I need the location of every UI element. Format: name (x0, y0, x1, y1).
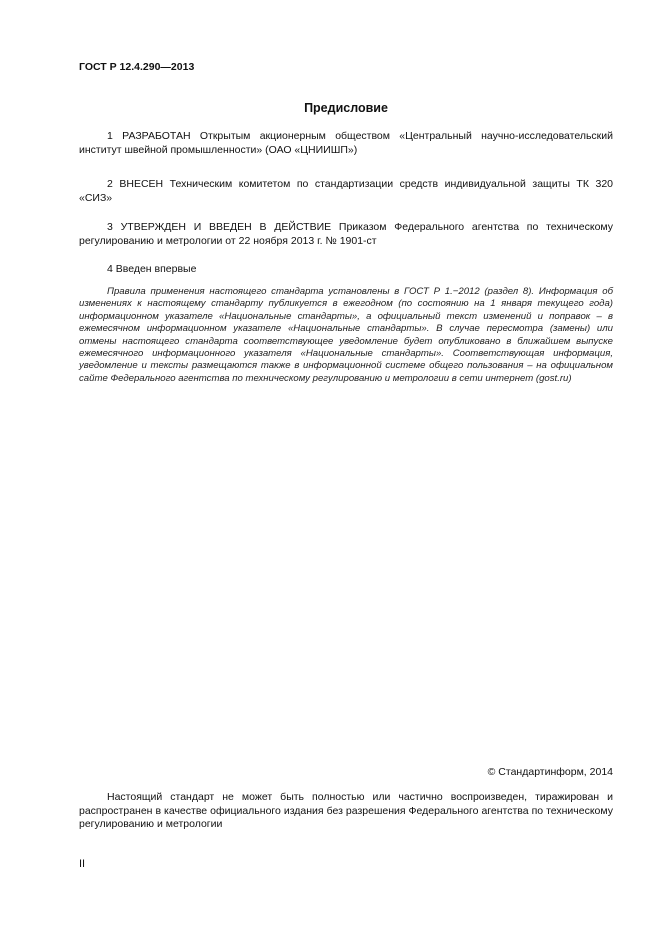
item-1-developed: 1 РАЗРАБОТАН Открытым акционерным обществом «Центральный научно-исследовательский институт швейной промышленности» (ОАО «ЦНИИШП») (79, 130, 613, 156)
application-rules-note: Правила применения настоящего стандарта установлены в ГОСТ Р 1.−2012 (раздел 8). Информация об изменениях к настоящему стандарту публикуется в ежегодном (по состоянию на 1 января текущего года) информационном указателе «Национальные стандарты», а официальный текст изменений и поправок – в ежемесячном информационном указателе «Национальные стандарты». В случае пересмотра (замены) или отмены настоящего стандарта соответствующее уведомление будет опубликовано в ближайшем выпуске ежемесячного информационного указателя «Национальные стандарты». Соответствующая информация, уведомление и тексты размещаются также в информационной системе общего пользования – на официальном сайте Федерального агентства по техническому регулированию и метрологии в сети интернет (gost.ru) (79, 286, 613, 384)
page-number: II (79, 858, 86, 870)
page-title: Предисловие (304, 101, 388, 115)
item-2-introduced: 2 ВНЕСЕН Техническим комитетом по стандартизации средств индивидуальной защиты ТК 320 «СИЗ» (79, 178, 613, 204)
copyright: © Стандартинформ, 2014 (487, 766, 613, 778)
item-3-approved: 3 УТВЕРЖДЕН И ВВЕДЕН В ДЕЙСТВИЕ Приказом Федерального агентства по техническому регулированию и метрологии от 22 ноября 2013 г. № 1901-ст (79, 221, 613, 247)
item-4-first-introduced: 4 Введен впервые (107, 263, 197, 275)
document-code: ГОСТ Р 12.4.290—2013 (79, 61, 195, 73)
reproduction-notice: Настоящий стандарт не может быть полностью или частично воспроизведен, тиражирован и распространен в качестве официального издания без разрешения Федерального агентства по техническому регулированию и метрологии (79, 791, 613, 830)
